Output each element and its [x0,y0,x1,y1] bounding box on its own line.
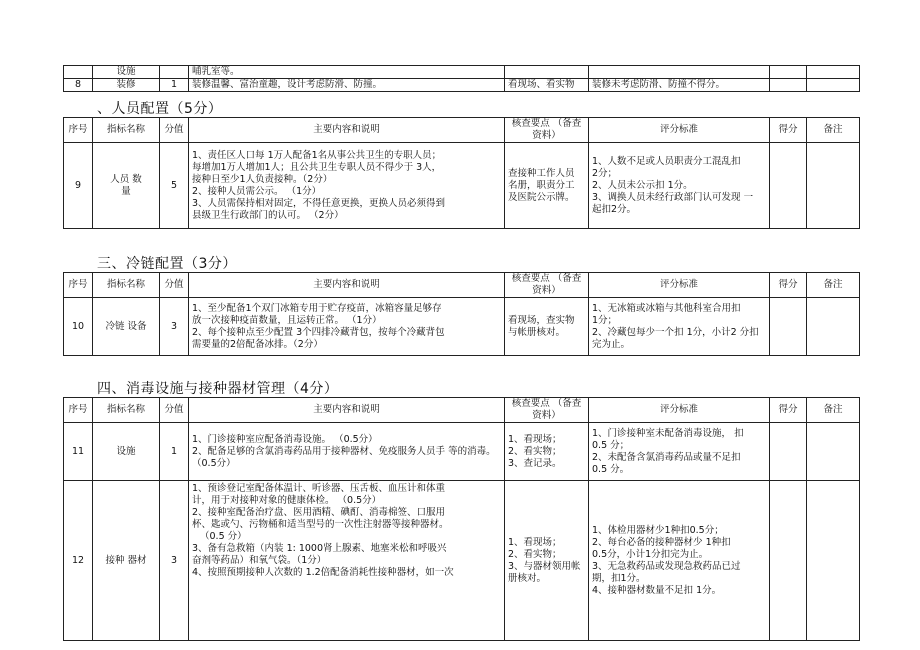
content-cell: 哺乳室等。 [189,66,505,79]
header-row [64,118,860,143]
content-cell: 1、预诊登记室配备体温计、听诊器、压舌板、血压计和体重 计，用于对接种对象的健康体检。 （0.5分） 2、接种室配备治疗盘、医用酒精、碘酊、消毒棉签、口服用 杯、匙或勺、污物桶和适当型号的一次性注射器等接种器材。 （0.5 分） 3、备有急救箱（内装 1: 1000肾上腺素、地塞米松和呼吸兴 奋剂等药品）和氧气袋。（1分） 4、按照预期接种人次数的 1.2倍配备消耗性接种器材，如一次 [189,481,505,641]
header-row [64,398,860,423]
content-cell: 1、至少配备1个双门冰箱专用于贮存疫苗，冰箱容量足够存 放一次接种疫苗数量，且运转正常。 （1分） 2、每个接种点至少配置 3个四排冷藏背包，按每个冷藏背包 需要量的2倍配备冰排。（2分） [189,298,505,356]
header-content: 主要内容和说明 [189,398,505,423]
header-name: 指标名称 [93,273,160,298]
section-title-cold-chain: 三、冷链配置（3分） [97,256,237,272]
header-standard: 评分标准 [589,398,770,423]
header-no: 序号 [64,273,93,298]
check-cell: 看现场、看实物 [505,79,589,92]
standard-cell: 1、无冰箱或冰箱与其他科室合用扣 1分； 2、冷藏包每少一个扣 1分，小计2 分扣 完为止。 [589,298,770,356]
table-row [64,423,860,481]
indicator-name: 设施 [93,423,160,481]
header-check: 核查要点 （备查资料） [505,118,589,143]
row-number: 8 [64,79,93,92]
score-cell: 1 [160,79,189,92]
indicator-name: 冷链 设备 [93,298,160,356]
table-row [64,143,860,229]
row-number: 10 [64,298,93,356]
header-content: 主要内容和说明 [189,118,505,143]
table-row [64,298,860,356]
continuation-table [63,65,860,92]
score-cell: 5 [160,143,189,229]
content-cell: 装修温馨、富治童趣，设计考虑防滑、防撞。 [189,79,505,92]
standard-cell: 1、人数不足或人员职责分工混乱扣 2分； 2、人员未公示扣 1分。 3、调换人员未经行政部门认可发现 一 起扣2分。 [589,143,770,229]
indicator-name: 接种 器材 [93,481,160,641]
content-cell: 1、责任区人口每 1万人配备1名从事公共卫生的专职人员； 每增加1万人增加1人；且公共卫生专职人员不得少于 3人， 接种日至少1人负责接种。（2分） 2、接种人员需公示。 （1分） 3、人员需保持相对固定，不得任意更换，更换人员必须得到 县级卫生行政部门的认可。 （2分） [189,143,505,229]
table-row [64,66,860,79]
standard-cell: 1、门诊接种室未配备消毒设施， 扣 0.5 分； 2、未配备含氯消毒药品或量不足扣 0.5 分。 [589,423,770,481]
header-name: 指标名称 [93,118,160,143]
personnel-table [63,117,860,229]
score-cell: 1 [160,423,189,481]
content-cell: 1、门诊接种室应配备消毒设施。 （0.5分） 2、配备足够的含氯消毒药品用于接种器材、免疫服务人员手 等的消毒。（0.5分） [189,423,505,481]
indicator-name: 人员 数 量 [93,143,160,229]
page-bottom-cutoff [0,646,920,650]
header-note: 备注 [807,118,860,143]
section-title-personnel: 、人员配置（5分） [97,101,223,117]
header-standard: 评分标准 [589,118,770,143]
header-check: 核查要点 （备查资料） [505,273,589,298]
standard-cell: 1、体检用器材少1种扣0.5分； 2、每台必备的接种器材少 1种扣 0.5分，小计1分扣完为止。 3、无急救药品或发现急救药品已过 期，扣1分。 4、接种器材数量不足扣 1分。 [589,481,770,641]
table-row [64,481,860,641]
standard-cell: 装修未考虑防滑、防撞不得分。 [589,79,770,92]
header-standard: 评分标准 [589,273,770,298]
score-cell: 3 [160,298,189,356]
disinfection-table [63,397,860,641]
header-note: 备注 [807,398,860,423]
header-content: 主要内容和说明 [189,273,505,298]
header-name: 指标名称 [93,398,160,423]
check-cell: 1、看现场； 2、看实物； 3、查记录。 [505,423,589,481]
section-title-disinfection: 四、消毒设施与接种器材管理（4分） [97,381,339,397]
header-got: 得分 [770,398,807,423]
header-got: 得分 [770,118,807,143]
check-cell: 1、看现场； 2、看实物； 3、与器材领用帐 册核对。 [505,481,589,641]
check-cell: 查接种工作人员 名册，职责分工 及医院公示牌。 [505,143,589,229]
indicator-name: 设施 [93,66,160,79]
header-no: 序号 [64,398,93,423]
table-row [64,79,860,92]
check-cell: 看现场，查实物 与帐册核对。 [505,298,589,356]
header-score: 分值 [160,118,189,143]
header-row [64,273,860,298]
header-got: 得分 [770,273,807,298]
score-cell: 3 [160,481,189,641]
header-score: 分值 [160,273,189,298]
row-number: 12 [64,481,93,641]
row-number: 9 [64,143,93,229]
indicator-name: 装修 [93,79,160,92]
header-check: 核查要点 （备查资料） [505,398,589,423]
cold-chain-table [63,272,860,356]
row-number: 11 [64,423,93,481]
header-score: 分值 [160,398,189,423]
header-note: 备注 [807,273,860,298]
header-no: 序号 [64,118,93,143]
